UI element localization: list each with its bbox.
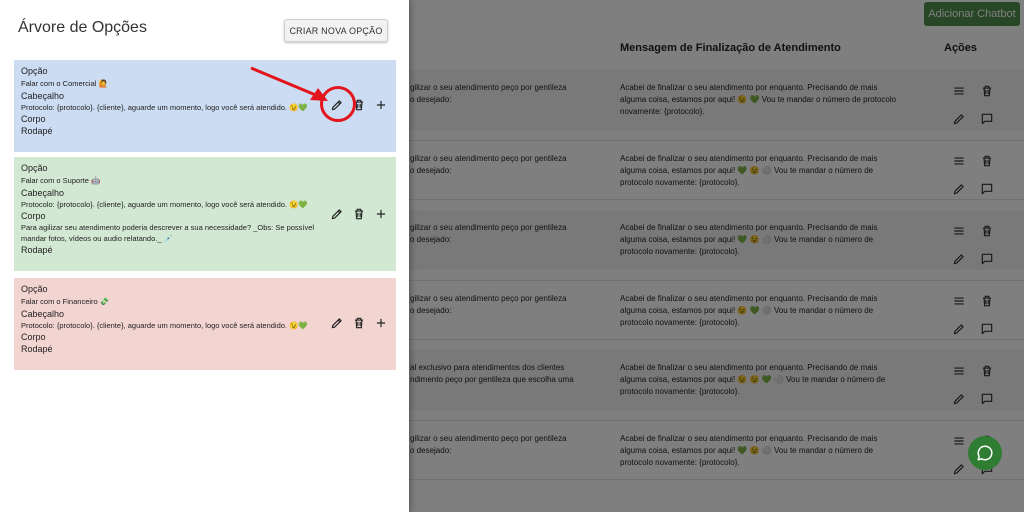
header-value: Protocolo: {protocolo}. {cliente}, aguarde um momento, logo você será atendido. 😉💚: [21, 103, 308, 112]
chat-floating-button[interactable]: [968, 436, 1002, 470]
option-value: Falar com o Financeiro 💸: [21, 297, 110, 306]
header-value: Protocolo: {protocolo}. {cliente}, aguarde um momento, logo você será atendido. 😉💚: [21, 200, 308, 209]
option-value: Falar com o Suporte 🤖: [21, 176, 101, 185]
trash-icon[interactable]: [352, 316, 366, 330]
header-value: Protocolo: {protocolo}. {cliente}, aguarde um momento, logo você será atendido. 😉💚: [21, 321, 308, 330]
option-label: Opção: [21, 66, 48, 76]
body-label: Corpo: [21, 332, 46, 342]
options-tree-drawer: [0, 0, 409, 512]
trash-icon[interactable]: [352, 207, 366, 221]
plus-icon[interactable]: [374, 98, 388, 112]
body-label: Corpo: [21, 211, 46, 221]
drawer-title: Árvore de Opções: [18, 19, 147, 36]
plus-icon[interactable]: [374, 207, 388, 221]
create-option-button[interactable]: CRIAR NOVA OPÇÃO: [284, 19, 388, 42]
option-label: Opção: [21, 163, 48, 173]
pencil-icon[interactable]: [330, 316, 344, 330]
body-label: Corpo: [21, 114, 46, 124]
option-label: Opção: [21, 284, 48, 294]
pencil-icon[interactable]: [330, 207, 344, 221]
chat-bubble-icon: [976, 444, 994, 462]
header-label: Cabeçalho: [21, 91, 65, 101]
footer-label: Rodapé: [21, 344, 53, 354]
header-label: Cabeçalho: [21, 188, 65, 198]
option-card-support: [14, 157, 396, 271]
option-card-financial: [14, 278, 396, 370]
option-value: Falar com o Comercial 🙋: [21, 79, 108, 88]
footer-label: Rodapé: [21, 126, 53, 136]
footer-label: Rodapé: [21, 245, 53, 255]
header-label: Cabeçalho: [21, 309, 65, 319]
body-value: Para agilizar seu atendimento poderia descrever a sua necessidade? _Obs: Se possível mandar fotos, vídeos ou audio relatando._ 💉: [21, 223, 315, 243]
plus-icon[interactable]: [374, 316, 388, 330]
annotation-circle: [320, 86, 356, 122]
